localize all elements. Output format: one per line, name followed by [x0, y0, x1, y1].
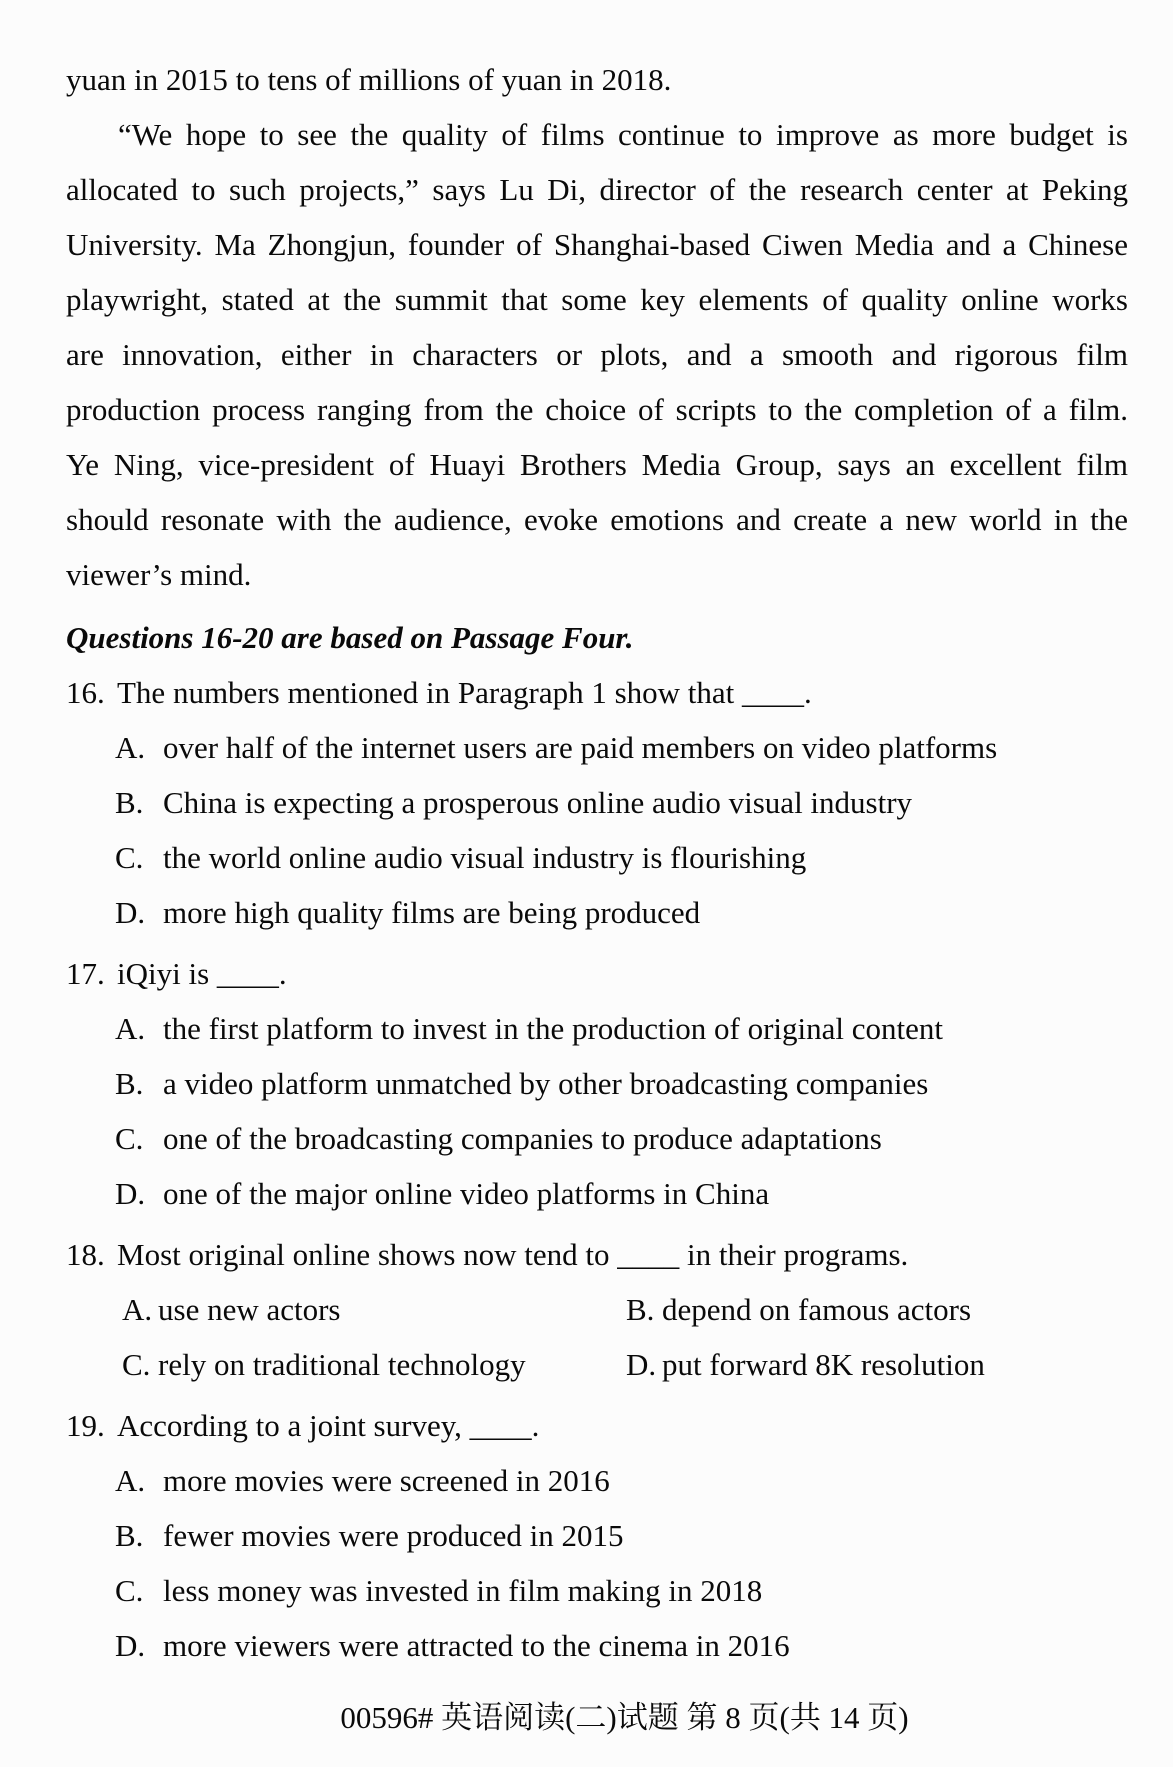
question-17-option-a: [66, 1001, 1128, 1056]
question-18-option-a: [122, 1282, 626, 1337]
option-label: B.: [115, 1518, 144, 1553]
option-text: the first platform to invest in the production of original content: [163, 1011, 943, 1046]
option-text: more viewers were attracted to the cinema in 2016: [163, 1628, 790, 1663]
paragraph-line: allocated to such projects,” says Lu Di, director of the research center at Peking: [66, 172, 1128, 207]
option-label: D.: [115, 895, 146, 930]
option-label: D.: [626, 1347, 657, 1382]
question-16-option-d: [66, 885, 1128, 940]
option-label: B.: [115, 1066, 144, 1101]
question-number: 17.: [66, 956, 105, 991]
option-text: less money was invested in film making in 2018: [163, 1573, 763, 1608]
question-number: 16.: [66, 675, 105, 710]
option-label: C.: [122, 1347, 151, 1382]
question-18: [66, 1227, 1128, 1392]
paragraph-line: University. Ma Zhongjun, founder of Shanghai-based Ciwen Media and a Chinese: [66, 227, 1128, 262]
question-18-stem: [66, 1227, 1128, 1282]
question-18-options: [66, 1282, 1128, 1392]
option-label: B.: [115, 785, 144, 820]
question-17-option-d: [66, 1166, 1128, 1221]
option-label: C.: [115, 1573, 144, 1608]
question-19-option-c: [66, 1563, 1128, 1618]
question-16-stem: [66, 665, 1128, 720]
question-text: iQiyi is ____.: [117, 956, 287, 991]
option-text: fewer movies were produced in 2015: [163, 1518, 624, 1553]
option-text: the world online audio visual industry is flourishing: [163, 840, 807, 875]
option-text: use new actors: [158, 1292, 341, 1327]
question-text: Most original online shows now tend to ____ in their programs.: [117, 1237, 909, 1272]
option-text: more movies were screened in 2016: [163, 1463, 610, 1498]
option-label: A.: [115, 1463, 146, 1498]
paragraph-line: production process ranging from the choice of scripts to the completion of a film.: [66, 392, 1128, 427]
paragraph-line: “We hope to see the quality of films continue to improve as more budget is: [118, 117, 1128, 152]
question-17: [66, 946, 1128, 1221]
paragraph-line: are innovation, either in characters or plots, and a smooth and rigorous film: [66, 337, 1128, 372]
section-heading: Questions 16-20 are based on Passage Four.: [66, 620, 634, 655]
question-18-option-c: [122, 1337, 626, 1392]
paragraph-line: Ye Ning, vice-president of Huayi Brothers Media Group, says an excellent film: [66, 447, 1128, 482]
option-label: C.: [115, 1121, 144, 1156]
question-19-option-b: [66, 1508, 1128, 1563]
option-text: one of the major online video platforms in China: [163, 1176, 770, 1211]
question-19-stem: [66, 1398, 1128, 1453]
question-18-option-b: [626, 1282, 1128, 1337]
question-17-option-b: [66, 1056, 1128, 1111]
question-16-option-c: [66, 830, 1128, 885]
option-text: put forward 8K resolution: [662, 1347, 985, 1382]
option-label: D.: [115, 1628, 146, 1663]
option-text: more high quality films are being produced: [163, 895, 701, 930]
option-label: B.: [626, 1292, 655, 1327]
question-16-option-b: [66, 775, 1128, 830]
paragraph-last-line: viewer’s mind.: [66, 557, 252, 592]
question-18-option-d: [626, 1337, 1128, 1392]
option-label: A.: [115, 730, 146, 765]
option-label: A.: [115, 1011, 146, 1046]
question-17-stem: [66, 946, 1128, 1001]
question-19: [66, 1398, 1128, 1673]
option-text: one of the broadcasting companies to produce adaptations: [163, 1121, 882, 1156]
question-16-option-a: [66, 720, 1128, 775]
paragraph-line: playwright, stated at the summit that some key elements of quality online works: [66, 282, 1128, 317]
paragraph-line: should resonate with the audience, evoke emotions and create a new world in the: [66, 502, 1128, 537]
question-19-option-a: [66, 1453, 1128, 1508]
question-number: 18.: [66, 1237, 105, 1272]
question-16: [66, 665, 1128, 940]
question-number: 19.: [66, 1408, 105, 1443]
question-19-option-d: [66, 1618, 1128, 1673]
page-footer: 00596# 英语阅读(二)试题 第 8 页(共 14 页): [340, 1700, 909, 1735]
option-label: D.: [115, 1176, 146, 1211]
option-text: over half of the internet users are paid members on video platforms: [163, 730, 998, 765]
question-17-option-c: [66, 1111, 1128, 1166]
option-text: a video platform unmatched by other broadcasting companies: [163, 1066, 929, 1101]
question-text: The numbers mentioned in Paragraph 1 show that ____.: [117, 675, 812, 710]
question-text: According to a joint survey, ____.: [117, 1408, 540, 1443]
option-text: depend on famous actors: [662, 1292, 972, 1327]
option-text: China is expecting a prosperous online audio visual industry: [163, 785, 913, 820]
paragraph-last-line-prev: yuan in 2015 to tens of millions of yuan in 2018.: [66, 62, 672, 97]
option-label: C.: [115, 840, 144, 875]
option-text: rely on traditional technology: [158, 1347, 526, 1382]
option-label: A.: [122, 1292, 153, 1327]
